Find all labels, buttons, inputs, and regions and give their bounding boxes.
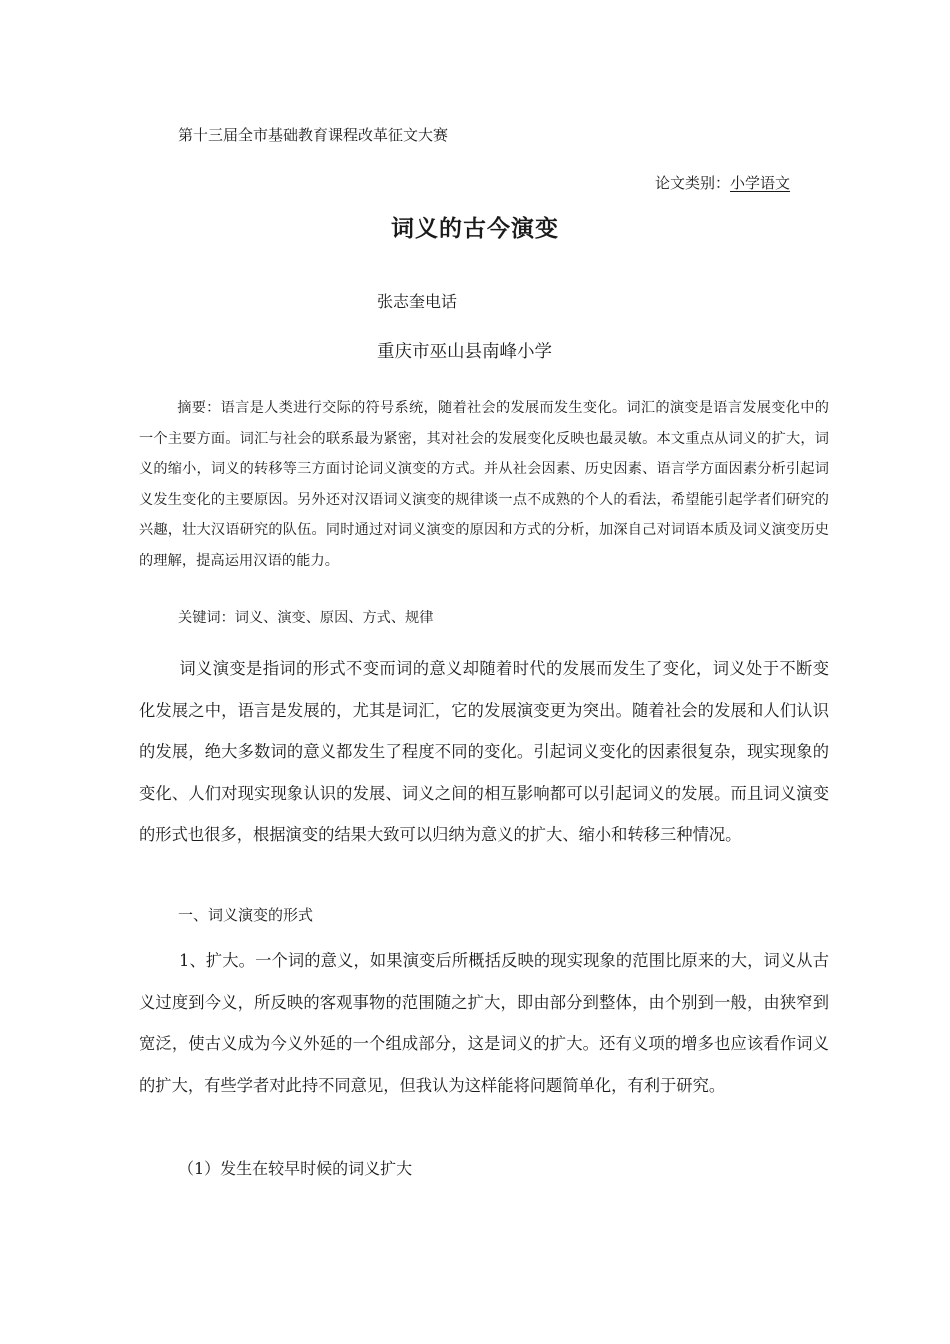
category-value: 小学语文 bbox=[730, 174, 791, 192]
paper-title: 词义的古今演变 bbox=[391, 216, 559, 242]
keywords-text: 词义、演变、原因、方式、规律 bbox=[234, 610, 434, 626]
paragraph-text: 词义演变是指词的形式不变而词的意义却随着时代的发展而发生了变化，词义处于不断变化发展之中，语言是发展的，尤其是词汇，它的发展演变更为突出。随着社会的发展和人们认识的发展，绝大多数词的意义都发生了程度不同的变化。引起词义变化的因素很复杂，现实现象的变化、人们对现实现象认识的发展、词义之间的相互影响都可以引起词义的发展。而且词义演变的形式也很多，根据演变的结果大致可以归纳为意义的扩大、缩小和转移三种情况。 bbox=[139, 659, 829, 844]
section-heading: 一、词义演变的形式 bbox=[178, 906, 314, 924]
paragraph-text: 1、扩大。一个词的意义，如果演变后所概括反映的现实现象的范围比原来的大，词义从古义过度到今义，所反映的客观事物的范围随之扩大，即由部分到整体，由个别到一般，由狭窄到宽泛，使古义成为今义外延的一个组成部分，这是词义的扩大。还有义项的增多也应该看作词义的扩大，有些学者对此持不同意见，但我认为这样能将问题简单化，有利于研究。 bbox=[139, 951, 829, 1095]
abstract bbox=[139, 393, 829, 576]
abstract-text: 语言是人类进行交际的符号系统，随着社会的发展而发生变化。词汇的演变是语言发展变化中的一个主要方面。词汇与社会的联系最为紧密，其对社会的发展变化反映也最灵敏。本文重点从词义的扩大，词义的缩小，词义的转移等三方面讨论词义演变的方式。并从社会因素、历史因素、语言学方面因素分析引起词义发生变化的主要原因。另外还对汉语词义演变的规律谈一点不成熟的个人的看法，希望能引起学者们研究的兴趣，壮大汉语研究的队伍。同时通过对词义演变的原因和方式的分析，加深自己对词语本质及词义演变历史的理解，提高运用汉语的能力。 bbox=[139, 400, 829, 569]
body-paragraph-expansion bbox=[139, 940, 829, 1106]
body-paragraph-intro bbox=[139, 648, 829, 856]
abstract-label: 摘要： bbox=[177, 400, 221, 416]
contest-name: 第十三届全市基础教育课程改革征文大赛 bbox=[178, 126, 449, 144]
school-name: 重庆市巫山县南峰小学 bbox=[377, 342, 552, 362]
keywords-label: 关键词： bbox=[178, 610, 235, 626]
category-label: 论文类别： bbox=[655, 174, 731, 192]
keywords bbox=[178, 607, 433, 627]
paper-category bbox=[655, 172, 790, 193]
subsection-heading: （1）发生在较早时候的词义扩大 bbox=[178, 1159, 413, 1178]
author-line: 张志奎电话 bbox=[377, 292, 458, 311]
